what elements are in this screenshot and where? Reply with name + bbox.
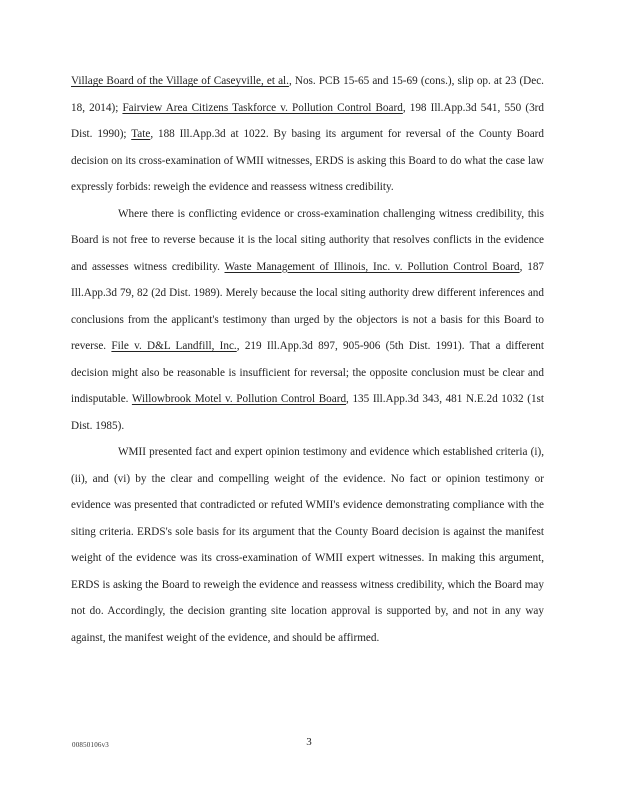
case-citation: Willowbrook Motel v. Pollution Control Board: [131, 393, 347, 405]
text-segment: , 219 Ill.App.3d 897, 905-906 (5th Dist. 1991). That a different decision might also be reasonable is insufficient for reversal; the opposite conclusion must be clear and indisputable.: [71, 340, 545, 405]
case-citation: File v. D&L Landfill, Inc.: [111, 340, 237, 352]
text-segment: , 187 Ill.App.3d 79, 82 (2d Dist. 1989). Merely because the local siting authority drew different inferences and conclusions from the applicant's testimony than urged by the objectors is not a basis for this Board to reverse.: [71, 260, 545, 352]
text-segment: , 188 Ill.App.3d at 1022. By basing its argument for reversal of the County Board decision on its cross-examination of WMII witnesses, ERDS is asking this Board to do what the case law expressly forbids: reweigh the evidence and reassess witness credibility.: [71, 128, 545, 193]
paragraph-2: [71, 201, 544, 440]
page-number: 3: [306, 736, 312, 748]
text-segment: , 135 Ill.App.3d 343, 481 N.E.2d 1032 (1st Dist. 1985).: [71, 393, 545, 432]
body-text: [71, 68, 544, 651]
text-segment: , 198 Ill.App.3d 541, 550 (3rd Dist. 1990);: [71, 101, 544, 140]
document-code: 00850106v3: [72, 741, 109, 749]
text-segment: Where there is conflicting evidence or cross-examination challenging witness credibility, this Board is not free to reverse because it is the local siting authority that resolves conflicts in the evidence and assesses witness credibility.: [71, 207, 544, 273]
text-segment: WMII presented fact and expert opinion testimony and evidence which established criteria (i), (ii), and (vi) by the clear and compelling weight of the evidence. No fact or opinion testimony or evidence was presented that contradicted or refuted WMII's evidence demonstrating compliance with the siting criteria. ERDS's sole basis for its argument that the County Board decision is against the manifest weight of the evidence was its cross-examination of WMII expert witnesses. In making this argument, ERDS is asking the Board to reweigh the evidence and reassess witness credibility, which the Board may not do. Accordingly, the decision granting site location approval is supported by, and not in any way against, the manifest weight of the evidence, and should be affirmed.: [71, 446, 544, 644]
text-segment: , Nos. PCB 15-65 and 15-69 (cons.), slip op. at 23 (Dec. 18, 2014);: [71, 75, 544, 114]
case-citation: Waste Management of Illinois, Inc. v. Pollution Control Board: [224, 260, 520, 273]
case-citation: Fairview Area Citizens Taskforce v. Pollution Control Board: [122, 101, 403, 114]
case-citation: Tate: [131, 128, 151, 140]
paragraph-1: [71, 68, 544, 201]
case-citation: Village Board of the Village of Caseyville, et al.: [71, 75, 289, 87]
paragraph-3: [71, 439, 544, 651]
